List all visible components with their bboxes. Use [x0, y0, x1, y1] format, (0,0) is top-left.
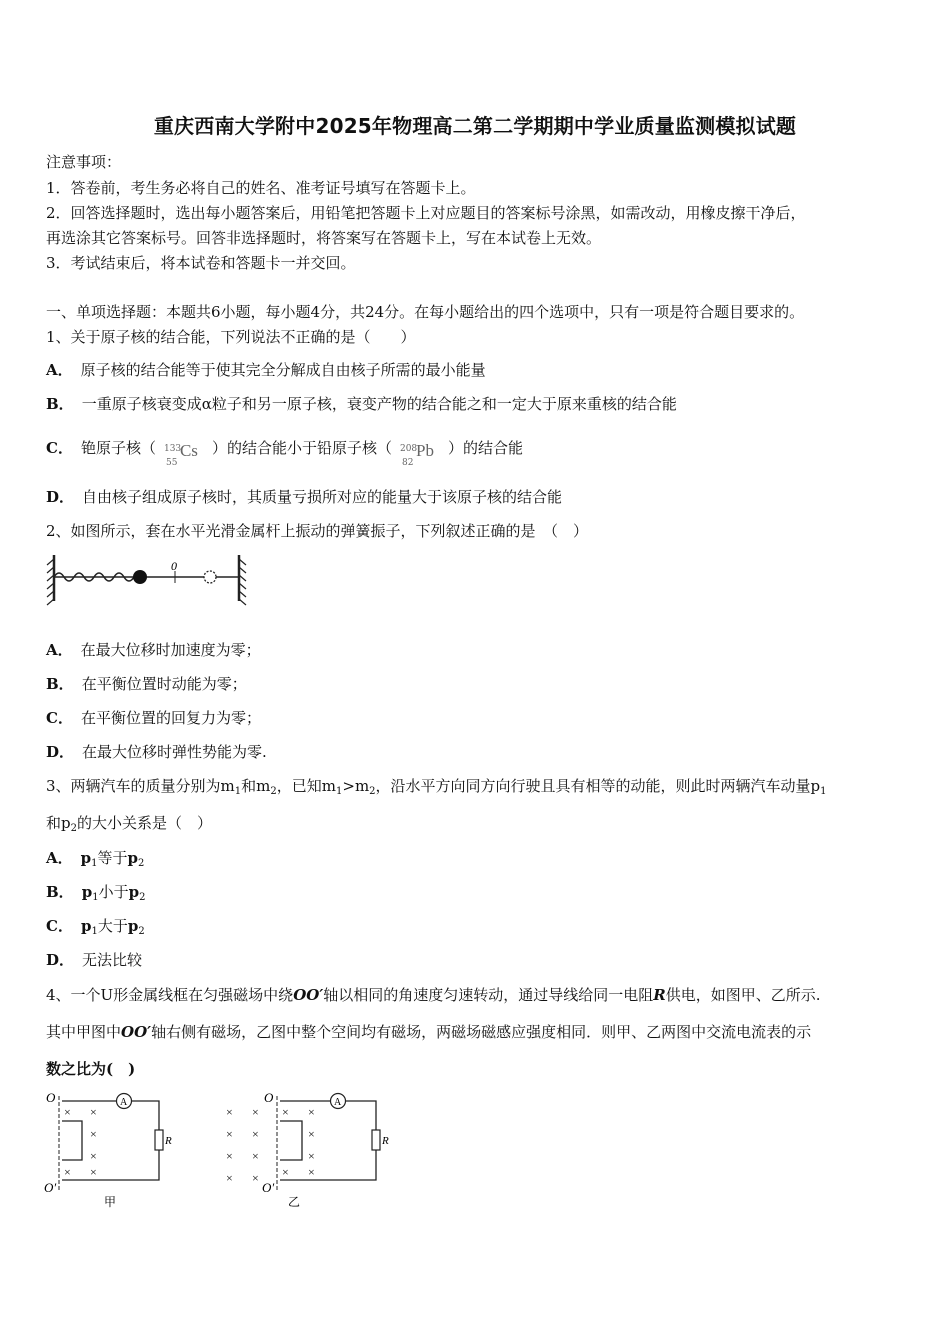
field-x: × — [252, 1171, 259, 1185]
field-x: × — [90, 1149, 97, 1163]
subscript: 1 — [91, 858, 98, 869]
subscript: 2 — [139, 892, 146, 903]
atomic-number: 82 — [401, 458, 414, 468]
generator-circuit-figures — [40, 1088, 400, 1213]
equilibrium-label: 0 — [171, 559, 177, 573]
atomic-number: 55 — [165, 458, 178, 468]
subscript: 1 — [91, 926, 98, 937]
option-text: 等于 — [97, 849, 128, 867]
figure-yi — [226, 1090, 389, 1209]
q3-option-b — [46, 882, 145, 908]
section-heading: 一、单项选择题：本题共6小题，每小题4分，共24分。在每小题给出的四个选项中，只有一项是符合题目要求的。 — [46, 303, 805, 321]
option-letter: D． — [46, 951, 75, 969]
axis-symbol: OO′ — [293, 986, 324, 1004]
option-text: 在平衡位置时动能为零； — [81, 675, 247, 693]
q2-option-a — [46, 640, 261, 660]
notice-item: 再选涂其它答案标号。回答非选择题时，将答案写在答题卡上，写在本试卷上无效。 — [46, 229, 602, 247]
option-letter: B． — [46, 395, 74, 413]
momentum-symbol: p — [127, 849, 139, 867]
subscript: 2 — [369, 786, 376, 797]
field-x: × — [90, 1127, 97, 1141]
subscript: 2 — [270, 786, 277, 797]
mass-number: 208 — [399, 444, 418, 454]
option-text: 原子核的结合能等于使其完全分解成自由核子所需的最小能量 — [80, 361, 486, 379]
stem-text: ，已知m — [276, 777, 336, 795]
option-text: 自由核子组成原子核时，其质量亏损所对应的能量大于该原子核的结合能 — [82, 488, 563, 506]
option-letter: C． — [46, 439, 73, 457]
notice-item: 3．考试结束后，将本试卷和答题卡一并交回。 — [46, 254, 356, 272]
subscript: 1 — [820, 786, 827, 797]
q1-option-a — [46, 360, 486, 380]
field-x: × — [64, 1165, 71, 1179]
u-frame — [62, 1121, 82, 1160]
resistor — [372, 1130, 380, 1150]
caption-jia: 甲 — [104, 1195, 117, 1209]
field-x: × — [282, 1165, 289, 1179]
stem-text: 3、两辆汽车的质量分别为m — [46, 777, 235, 795]
mass-number: 133 — [163, 444, 182, 454]
q1-stem: 1、关于原子核的结合能，下列说法不正确的是（ ） — [46, 328, 416, 346]
q2-stem: 2、如图所示，套在水平光滑金属杆上振动的弹簧振子，下列叙述正确的是 （ ） — [46, 522, 589, 540]
momentum-symbol: p — [128, 883, 140, 901]
q1-option-c — [46, 431, 523, 466]
option-text: ）的结合能小于铅原子核（ — [211, 439, 392, 457]
option-letter: D． — [46, 743, 75, 761]
u-frame — [280, 1121, 302, 1160]
stem-text: 其中甲图中 — [46, 1023, 122, 1041]
spring-oscillator-figure — [44, 553, 254, 611]
field-x: × — [308, 1105, 315, 1119]
option-letter: A． — [46, 849, 73, 867]
stem-text: 轴以相同的角速度匀速转动，通过导线给同一电阻 — [323, 986, 654, 1004]
momentum-symbol: p — [80, 917, 92, 935]
axis-symbol: OO′ — [121, 1023, 152, 1041]
option-text: ）的结合能 — [447, 439, 523, 457]
resistor-label: R — [382, 1135, 389, 1147]
subscript: 1 — [234, 786, 242, 797]
field-x: × — [252, 1127, 259, 1141]
option-text: 一重原子核衰变成α粒子和另一原子核，衰变产物的结合能之和一定大于原来重核的结合能 — [81, 395, 677, 413]
momentum-symbol: p — [80, 849, 92, 867]
stem-text: 4、一个U形金属线框在匀强磁场中绕 — [46, 986, 294, 1004]
field-x: × — [308, 1165, 315, 1179]
q2-option-d — [46, 742, 267, 762]
notice-item: 2．回答选择题时，选出每小题答案后，用铅笔把答题卡上对应题目的答案标号涂黑，如需改动，用橡皮擦干净后， — [46, 204, 806, 222]
notice-heading: 注意事项： — [46, 153, 122, 171]
q3-stem-line1 — [46, 776, 827, 802]
caption-yi: 乙 — [288, 1195, 301, 1209]
field-x: × — [90, 1105, 97, 1119]
max-position-ball — [204, 571, 216, 583]
resistor-symbol: R — [653, 986, 666, 1004]
figure-jia — [44, 1090, 172, 1209]
page-title: 重庆西南大学附中2025年物理高二第二学期期中学业质量监测模拟试题 — [153, 114, 797, 138]
option-letter: B． — [46, 883, 74, 901]
subscript: 2 — [138, 858, 145, 869]
option-text: 在最大位移时加速度为零； — [80, 641, 261, 659]
ammeter-label: A — [334, 1097, 342, 1108]
field-x: × — [252, 1105, 259, 1119]
option-letter: B． — [46, 675, 74, 693]
q3-stem-line2 — [46, 813, 212, 839]
field-x: × — [226, 1105, 233, 1119]
q3-option-c — [46, 916, 145, 942]
axis-label-o-prime: O′ — [44, 1180, 57, 1195]
momentum-symbol: p — [81, 883, 93, 901]
axis-label-o: O — [46, 1090, 56, 1105]
notice-item: 1．答卷前，考生务必将自己的姓名、准考证号填写在答题卡上。 — [46, 179, 476, 197]
field-x: × — [226, 1171, 233, 1185]
q1-option-b — [46, 394, 677, 414]
stem-text: 供电，如图甲、乙所示. — [665, 986, 821, 1004]
stem-text: >m — [342, 777, 370, 795]
option-text: 小于 — [98, 883, 129, 901]
q4-stem-line3: 数之比为( ) — [46, 1060, 136, 1078]
field-x: × — [226, 1149, 233, 1163]
resistor-label: R — [165, 1135, 172, 1147]
option-text: 无法比较 — [82, 951, 143, 969]
stem-text: ，沿水平方向同方向行驶且具有相等的动能，则此时两辆汽车动量p — [375, 777, 821, 795]
option-letter: A． — [46, 361, 73, 379]
option-letter: C． — [46, 917, 73, 935]
field-x: × — [308, 1127, 315, 1141]
subscript: 1 — [92, 892, 99, 903]
q2-option-b — [46, 674, 247, 694]
stem-text: 轴右侧有磁场，乙图中整个空间均有磁场，两磁场磁感应强度相同．则甲、乙两图中交流电流表的示 — [151, 1023, 812, 1041]
q3-option-d — [46, 950, 142, 970]
q4-stem-line1 — [46, 985, 821, 1005]
option-letter: C． — [46, 709, 73, 727]
q3-option-a — [46, 848, 144, 874]
field-x: × — [64, 1105, 71, 1119]
field-x: × — [282, 1105, 289, 1119]
oscillator-ball — [133, 570, 147, 584]
element-symbol: Cs — [179, 441, 198, 460]
cesium-nuclide — [158, 432, 210, 466]
ammeter-label: A — [120, 1097, 128, 1108]
subscript: 1 — [336, 786, 343, 797]
option-text: 在最大位移时弹性势能为零. — [82, 743, 267, 761]
field-x: × — [308, 1149, 315, 1163]
resistor — [155, 1130, 163, 1150]
field-x: × — [252, 1149, 259, 1163]
option-text: 铯原子核（ — [80, 439, 156, 457]
field-x: × — [90, 1165, 97, 1179]
axis-label-o: O — [264, 1090, 274, 1105]
subscript: 2 — [138, 926, 145, 937]
subscript: 2 — [70, 823, 77, 834]
momentum-symbol: p — [127, 917, 139, 935]
magnetic-field-marks — [64, 1105, 97, 1179]
option-text: 在平衡位置的回复力为零； — [80, 709, 261, 727]
option-text: 大于 — [97, 917, 128, 935]
option-letter: A． — [46, 641, 73, 659]
q4-stem-line2 — [46, 1022, 811, 1042]
stem-text: 的大小关系是（ ） — [76, 814, 212, 832]
lead-nuclide — [394, 432, 446, 466]
option-letter: D． — [46, 488, 75, 506]
stem-text: 和m — [241, 777, 271, 795]
stem-text: 和p — [46, 814, 71, 832]
field-x: × — [226, 1127, 233, 1141]
q1-option-d — [46, 487, 562, 507]
element-symbol: Pb — [415, 441, 434, 460]
q2-option-c — [46, 708, 261, 728]
axis-label-o-prime: O′ — [262, 1180, 275, 1195]
